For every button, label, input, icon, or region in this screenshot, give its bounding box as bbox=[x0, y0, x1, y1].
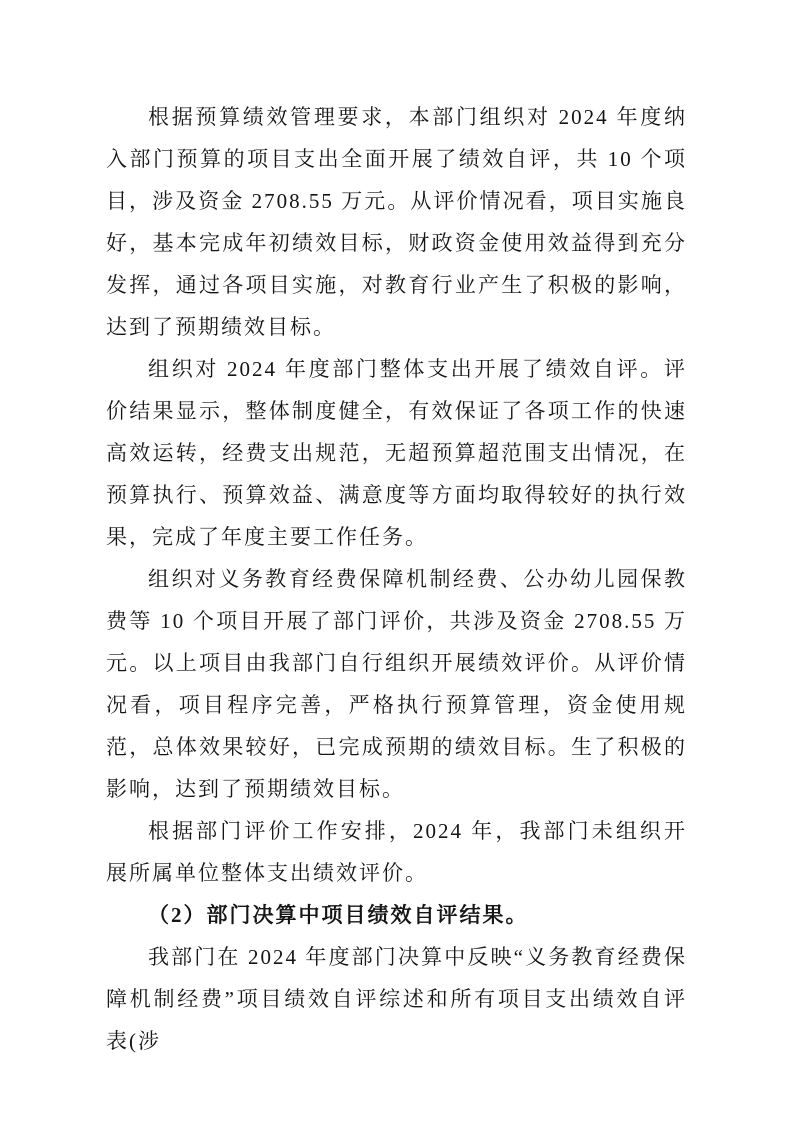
paragraph-final-accounts-reflection: 我部门在 2024 年度部门决算中反映“义务教育经费保障机制经费”项目绩效自评综述和所有项目支出绩效自评表(涉 bbox=[106, 945, 687, 1053]
paragraph-department-evaluation: 组织对义务教育经费保障机制经费、公办幼儿园保教费等 10 个项目开展了部门评价，共涉及资金 2708.55 万元。以上项目由我部门自行组织开展绩效评价。从评价情况看，项目程序完善，严格执行预算管理，资金使用规范，总体效果较好，已完成预期的绩效目标。生了积极的影响，达到了预期绩效目标。 bbox=[106, 567, 687, 801]
paragraph-project-self-evaluation: 根据预算绩效管理要求，本部门组织对 2024 年度纳入部门预算的项目支出全面开展了绩效自评，共 10 个项目，涉及资金 2708.55 万元。从评价情况看，项目实施良好，基本完成年初绩效目标，财政资金使用效益得到充分发挥，通过各项目实施，对教育行业产生了积极的影响，达到了预期绩效目标。 bbox=[106, 105, 687, 339]
paragraph-overall-expenditure-evaluation: 组织对 2024 年度部门整体支出开展了绩效自评。评价结果显示，整体制度健全，有效保证了各项工作的快速高效运转，经费支出规范，无超预算超范围支出情况，在预算执行、预算效益、满意度等方面均取得较好的执行效果，完成了年度主要工作任务。 bbox=[106, 357, 687, 549]
paragraph-subordinate-units: 根据部门评价工作安排，2024 年，我部门未组织开展所属单位整体支出绩效评价。 bbox=[106, 819, 687, 885]
section-heading-final-accounts-self-evaluation: （2）部门决算中项目绩效自评结果。 bbox=[148, 903, 529, 927]
